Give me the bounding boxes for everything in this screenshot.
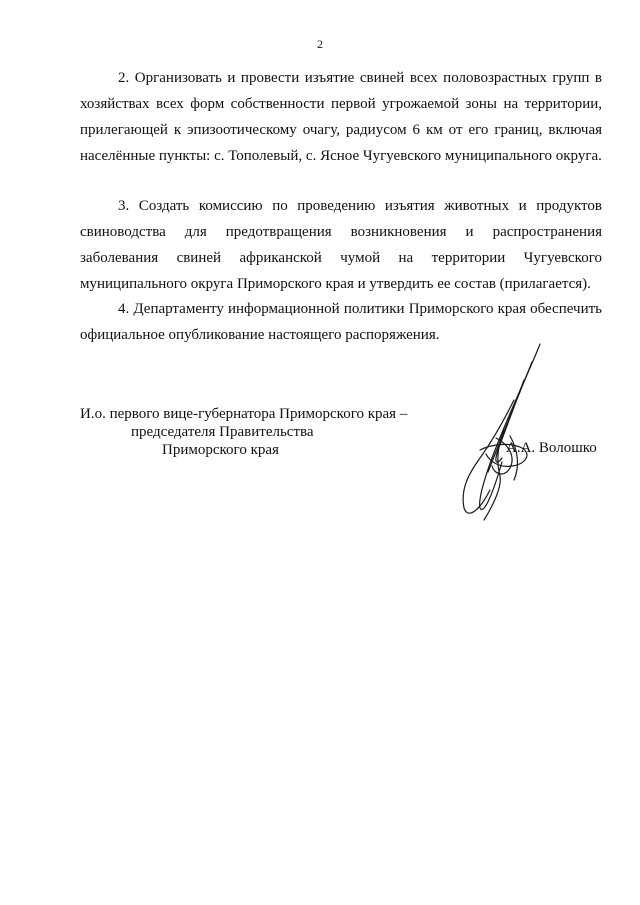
- paragraph-item-3: 3. Создать комиссию по проведению изъятия животных и продуктов свиноводства для предотвращения возникновения и распространения заболевания свиней африканской чумой на территории Чугуевского муниципального округа Приморского края и утвердить ее состав (прилагается).: [80, 198, 602, 292]
- signatory-title-line-3: Приморского края: [162, 442, 279, 458]
- handwritten-signature: [440, 340, 560, 525]
- paragraph-item-4: 4. Департаменту информационной политики Приморского края обеспечить официальное опубликование настоящего распоряжения.: [80, 301, 602, 343]
- signatory-title-line-1: И.о. первого вице-губернатора Приморского края –: [80, 406, 408, 422]
- paragraph-item-2: 2. Организовать и провести изъятие свиней всех половозрастных групп в хозяйствах всех форм собственности первой угрожаемой зоны на территории, прилегающей к эпизоотическому очагу, радиусом 6 км от его границ, включая населённые пункты: с. Тополевый, с. Ясное Чугуевского муниципального округа.: [80, 70, 602, 164]
- signatory-title-line-2: председателя Правительства: [131, 424, 314, 440]
- page-number: 2: [317, 37, 323, 51]
- signatory-name: А.А. Волошко: [506, 440, 597, 456]
